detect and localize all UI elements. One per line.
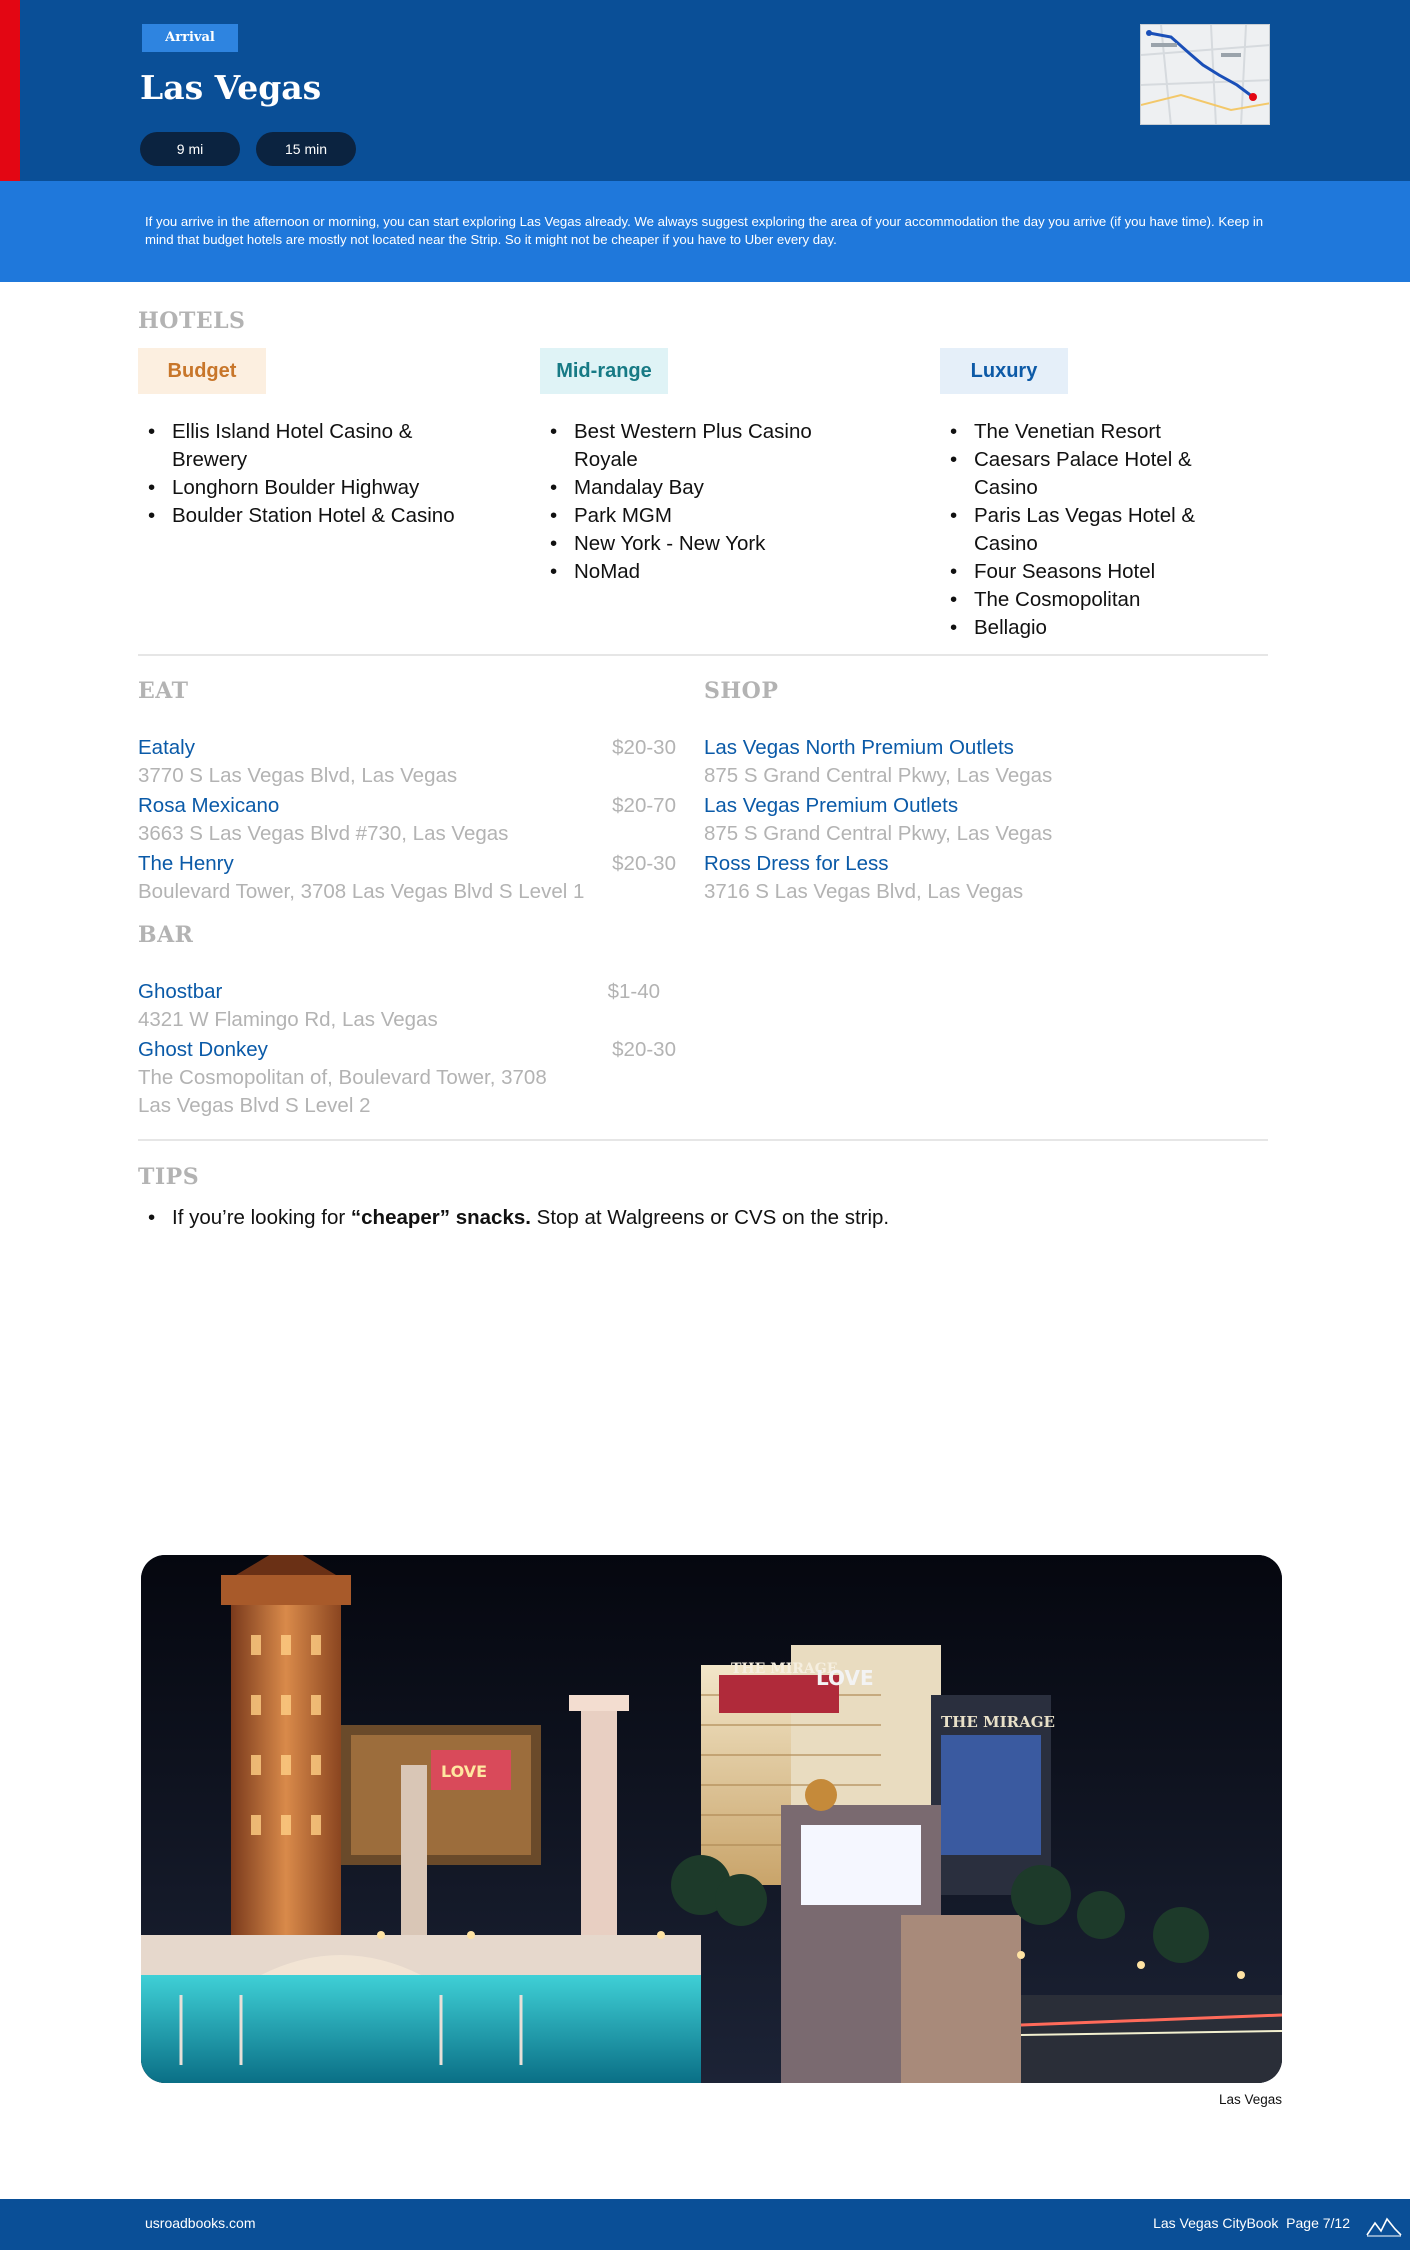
arrival-tag: Arrival xyxy=(142,24,238,52)
photo-caption: Las Vegas xyxy=(1218,2092,1282,2107)
tip-item xyxy=(138,1204,889,1232)
bar-item-address: The Cosmopolitan of, Boulevard Tower, 3708 xyxy=(138,1066,547,1089)
tier-budget-label: Budget xyxy=(138,348,266,394)
eat-item-price: $20-30 xyxy=(612,852,676,875)
eat-item-name[interactable]: Rosa Mexicano xyxy=(138,794,280,817)
list-item: • Longhorn Boulder Highway xyxy=(138,474,458,502)
footer-site-link[interactable]: usroadbooks.com xyxy=(145,2215,256,2231)
list-item: • Four Seasons Hotel xyxy=(940,558,1260,586)
list-item: • Ellis Island Hotel Casino & Brewery xyxy=(138,418,458,474)
footer-book-title: Las Vegas CityBook xyxy=(1153,2215,1279,2231)
eat-item-rosa-mexicano xyxy=(138,792,508,848)
page-title: Las Vegas xyxy=(140,68,322,107)
las-vegas-night-photo xyxy=(141,1555,1282,2083)
mirage-sign-text: THE MIRAGE xyxy=(731,1661,838,1677)
eat-title: EAT xyxy=(138,678,189,704)
tips-title: TIPS xyxy=(138,1164,200,1190)
eat-item-eataly xyxy=(138,734,457,790)
intro-text: If you arrive in the afternoon or morning, you can start exploring Las Vegas already. We always suggest exploring the area of your accommodation the day you arrive (if you have time). Keep in mind that budget hotels are mostly not located near the Strip. So it might not be cheaper if you have to Uber every day. xyxy=(145,214,1264,247)
bar-item-name[interactable]: Ghostbar xyxy=(138,980,223,1003)
list-item: • The Venetian Resort xyxy=(940,418,1260,446)
shop-item-address: 3716 S Las Vegas Blvd, Las Vegas xyxy=(704,880,1024,903)
tip-text: If you’re looking for xyxy=(172,1206,351,1229)
bar-item-ghostbar xyxy=(138,978,438,1034)
bar-item-address: Las Vegas Blvd S Level 2 xyxy=(138,1094,371,1117)
bar-item-price: $20-30 xyxy=(612,1038,676,1061)
tier-luxury-label: Luxury xyxy=(940,348,1068,394)
budget-hotel-list xyxy=(138,418,458,530)
list-item: • New York - New York xyxy=(540,530,860,558)
footer-book-info xyxy=(1060,2215,1350,2231)
list-item: • Mandalay Bay xyxy=(540,474,860,502)
page-header xyxy=(20,0,1410,181)
section-divider xyxy=(138,1139,1268,1141)
list-item: • Caesars Palace Hotel & Casino xyxy=(940,446,1260,502)
bar-item-ghost-donkey xyxy=(138,1036,547,1120)
list-item: • Boulder Station Hotel & Casino xyxy=(138,502,458,530)
list-item: • Bellagio xyxy=(940,614,1260,642)
intro-banner xyxy=(0,181,1410,282)
love-billboard-text: LOVE xyxy=(816,1666,874,1690)
shop-item-ross xyxy=(704,850,1023,906)
duration-badge: 15 min xyxy=(256,132,356,166)
tips-list xyxy=(138,1204,889,1232)
midrange-hotel-list xyxy=(540,418,860,586)
shop-item-address: 875 S Grand Central Pkwy, Las Vegas xyxy=(704,822,1053,845)
mirage-billboard-text: THE MIRAGE xyxy=(941,1713,1055,1731)
bar-item-address: 4321 W Flamingo Rd, Las Vegas xyxy=(138,1008,438,1031)
eat-item-address: 3663 S Las Vegas Blvd #730, Las Vegas xyxy=(138,822,509,845)
section-divider xyxy=(138,654,1268,656)
eat-item-price: $20-70 xyxy=(612,794,676,817)
shop-title: SHOP xyxy=(704,678,779,704)
mountains-logo-icon xyxy=(1365,2211,1403,2239)
shop-item-name[interactable]: Ross Dress for Less xyxy=(704,852,889,875)
list-item: • Best Western Plus Casino Royale xyxy=(540,418,860,474)
love-sign-small: LOVE xyxy=(441,1762,488,1781)
shop-item-name[interactable]: Las Vegas Premium Outlets xyxy=(704,794,959,817)
shop-item-name[interactable]: Las Vegas North Premium Outlets xyxy=(704,736,1014,759)
eat-item-name[interactable]: The Henry xyxy=(138,852,234,875)
route-map-icon xyxy=(1141,25,1270,125)
hotels-title: HOTELS xyxy=(138,308,246,334)
shop-item-north-outlets xyxy=(704,734,1052,790)
eat-item-the-henry xyxy=(138,850,584,906)
page-footer xyxy=(0,2199,1410,2250)
shop-item-premium-outlets xyxy=(704,792,1052,848)
route-map-thumbnail[interactable] xyxy=(1140,24,1270,125)
tip-highlight: “cheaper” snacks. xyxy=(350,1206,531,1229)
tip-text: Stop at Walgreens or CVS on the strip. xyxy=(530,1206,890,1229)
eat-item-address: Boulevard Tower, 3708 Las Vegas Blvd S Level 1 xyxy=(138,880,585,903)
las-vegas-strip-illustration xyxy=(141,1555,1282,2083)
bar-title: BAR xyxy=(138,922,194,948)
tier-midrange-label: Mid-range xyxy=(540,348,668,394)
eat-item-price: $20-30 xyxy=(612,736,676,759)
list-item: • Paris Las Vegas Hotel & Casino xyxy=(940,502,1260,558)
bar-item-price: $1-40 xyxy=(607,980,660,1003)
eat-item-address: 3770 S Las Vegas Blvd, Las Vegas xyxy=(138,764,458,787)
eat-item-name[interactable]: Eataly xyxy=(138,736,195,759)
footer-page-number: Page 7/12 xyxy=(1286,2215,1350,2231)
bar-item-name[interactable]: Ghost Donkey xyxy=(138,1038,268,1061)
shop-item-address: 875 S Grand Central Pkwy, Las Vegas xyxy=(704,764,1053,787)
list-item: • Park MGM xyxy=(540,502,860,530)
luxury-hotel-list xyxy=(940,418,1260,642)
list-item: • NoMad xyxy=(540,558,860,586)
distance-badge: 9 mi xyxy=(140,132,240,166)
list-item: • The Cosmopolitan xyxy=(940,586,1260,614)
